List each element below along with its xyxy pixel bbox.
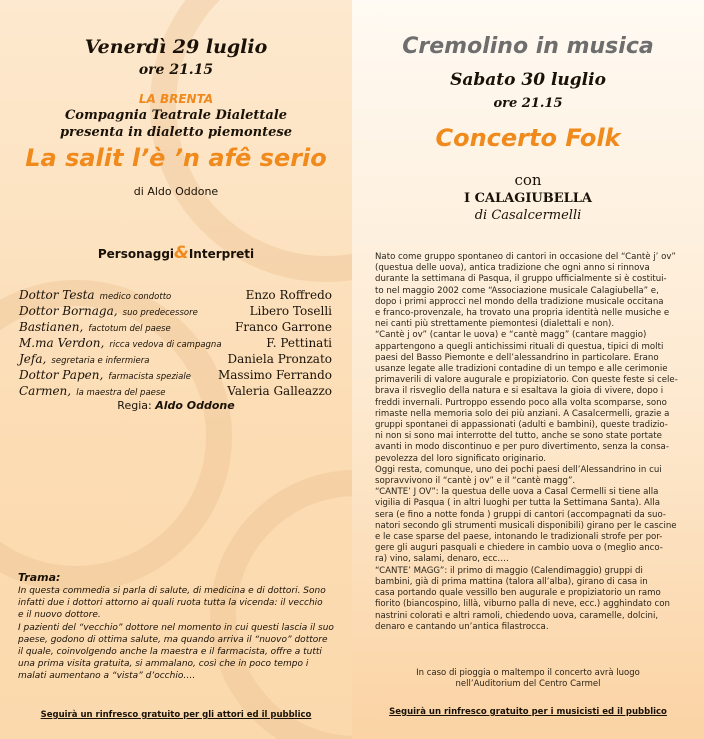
director-label: Regia: bbox=[117, 399, 152, 412]
play-title: La salit l’è ’n afê serio bbox=[25, 144, 327, 172]
director-name: Aldo Oddone bbox=[155, 399, 235, 412]
cast-role-desc: farmacista speziale bbox=[108, 372, 191, 382]
description-line: Nato come gruppo spontaneo di cantori in occasione del “Cantè j’ ov” bbox=[375, 252, 676, 262]
concert-title: Concerto Folk bbox=[435, 124, 621, 152]
description-line: ni non si sono mai interrotte del tutto, anche se sono state portate bbox=[375, 431, 662, 442]
band-origin: di Casalcermelli bbox=[474, 208, 582, 223]
event-date: Sabato 30 luglio bbox=[450, 70, 606, 90]
cast-row bbox=[19, 284, 332, 300]
concert-panel bbox=[352, 0, 704, 739]
play-author: di Aldo Oddone bbox=[133, 185, 219, 198]
description-line: casa portando quale vessillo ben augurale e propiziatorio un ramo bbox=[375, 588, 661, 599]
cast-heading-ampersand: & bbox=[174, 243, 189, 263]
plot-heading: Trama: bbox=[18, 571, 61, 584]
director-line bbox=[0, 399, 352, 412]
cast-role: Carmen, bbox=[19, 384, 72, 398]
band-name: I CALAGIUBELLA bbox=[463, 191, 593, 206]
description-line: sopravvivono il “cantè j ov” e il “cantè magg”. bbox=[375, 476, 576, 487]
description-line: fiorito (biancospino, lillà, viburno palla di neve, ecc.) agghindato con bbox=[375, 599, 670, 610]
description-line: usanze legate alle tradizioni contadine di un tempo e alle cerimonie bbox=[375, 364, 668, 375]
plot-line: malati aumentano a “vista” d’occhio…. bbox=[18, 671, 196, 682]
cast-role: Jefa, bbox=[19, 352, 47, 366]
plot-line: e il nuovo dottore. bbox=[18, 610, 101, 621]
cast-role-desc: ricca vedova di campagna bbox=[109, 340, 222, 350]
cast-actor: Valeria Galleazzo bbox=[227, 384, 332, 398]
cast-actor: Franco Garrone bbox=[235, 320, 332, 334]
description-line: gere gli auguri pasquali e chiedere in cambio uova o (meglio anco- bbox=[375, 543, 663, 554]
cast-heading-performers: Interpreti bbox=[188, 247, 255, 261]
presents-line: presenta in dialetto piemontese bbox=[59, 125, 293, 140]
description-line: “Cantè j ov” (cantar le uova) e “cantè magg” (cantare maggio) bbox=[375, 330, 647, 341]
rain-note-line: nell’Auditorium del Centro Carmel bbox=[455, 679, 601, 689]
description-line: appartengono a quegli antichissimi rituali di questua, tipici di molti bbox=[375, 341, 664, 352]
description-line: brava il risveglio della natura e si esaltava la gioia di vivere, dopo i bbox=[375, 386, 664, 397]
cast-role: Dottor Bornaga, bbox=[19, 304, 118, 318]
with-label: con bbox=[514, 171, 542, 189]
cast-role: M.ma Verdon, bbox=[19, 336, 105, 350]
description-line: freddi invernali. Purtroppo essendo poco alla volta scomparse, sono bbox=[375, 397, 667, 408]
cast-role-desc: segretaria e infermiera bbox=[51, 356, 150, 366]
description-line: bambini, già di prima mattina (talora all’alba), girano di casa in bbox=[375, 576, 648, 587]
description-line: denaro e cantando un’antica filastrocca. bbox=[375, 621, 549, 632]
description-line: “CANTE’ J OV”: la questua delle uova a Casal Cermelli si tiene alla bbox=[375, 487, 659, 498]
description-line: rimaste nella memoria solo dei più anziani. A Casalcermelli, grazie a bbox=[375, 408, 670, 419]
description-line: avanti in modo discontinuo e per puro divertimento, senza la consa- bbox=[375, 442, 669, 453]
event-time: ore 21.15 bbox=[138, 62, 214, 78]
cast-actor: Daniela Pronzato bbox=[227, 352, 332, 366]
cast-role-desc: suo predecessore bbox=[122, 308, 198, 318]
plot-line: infatti due i dottori attorno ai quali ruota tutta la vicenda: il vecchio bbox=[18, 598, 323, 609]
rain-note bbox=[352, 668, 704, 690]
description-line: e franco-provenzale, ha trovato una propria identità nelle musiche e bbox=[375, 308, 670, 319]
event-date: Venerdì 29 luglio bbox=[84, 36, 268, 58]
description-line: primaverili di valore augurale e propiziatorio. Con queste feste si cele- bbox=[375, 375, 678, 386]
cast-row bbox=[19, 364, 332, 380]
company-tag: LA BRENTA bbox=[138, 92, 214, 106]
description-line: durante la settimana di Pasqua, il gruppo ufficialmente si è costitui- bbox=[375, 274, 667, 285]
cast-actor: Massimo Ferrando bbox=[217, 368, 332, 382]
plot-line: una prima visita gratuita, si ammalano, così che in poco tempo i bbox=[18, 659, 309, 670]
cast-row bbox=[19, 300, 332, 316]
description-line: nei canti più strettamente piemontesi (dialettali e non). bbox=[375, 319, 615, 330]
plot-line: I pazienti del “vecchio” dottore nel momento in cui questi lascia il suo bbox=[18, 622, 334, 633]
description-line: Oggi resta, comunque, uno dei pochi paesi dell’Alessandrino in cui bbox=[375, 464, 662, 475]
refreshment-note: Seguirà un rinfresco gratuito per i musicisti ed il pubblico bbox=[389, 707, 667, 717]
series-title: Cremolino in musica bbox=[402, 34, 654, 59]
cast-role-desc: medico condotto bbox=[99, 292, 172, 302]
plot-text bbox=[18, 585, 338, 683]
description-line: natori secondo gli strumenti musicali disponibili) girano per le cascine bbox=[375, 520, 677, 531]
cast-role: Dottor Papen, bbox=[19, 368, 104, 382]
refreshment-note: Seguirà un rinfresco gratuito per gli attori ed il pubblico bbox=[40, 710, 312, 720]
cast-actor: Libero Toselli bbox=[249, 304, 332, 318]
company-name: Compagnia Teatrale Dialettale bbox=[64, 108, 288, 123]
cast-list bbox=[19, 284, 332, 396]
cast-role: Dottor Testa bbox=[19, 288, 95, 302]
plot-section bbox=[18, 571, 338, 683]
description-line: “CANTE’ MAGG”: il primo di maggio (Calendimaggio) gruppi di bbox=[375, 565, 643, 576]
description-line: to nel maggio 2002 come “Associazione musicale Calagiubella” e, bbox=[375, 285, 659, 296]
cast-role-desc: factotum del paese bbox=[88, 324, 171, 334]
description-line: (questua delle uova), antica tradizione che ogni anno si rinnova bbox=[375, 263, 650, 274]
description-line: ra) vino, salami, denaro, ecc…. bbox=[375, 554, 509, 565]
cast-row bbox=[19, 332, 332, 348]
cast-heading-characters: Personaggi bbox=[97, 247, 175, 261]
cast-actor: Enzo Roffredo bbox=[245, 288, 332, 302]
cast-heading bbox=[0, 243, 352, 263]
description-line: vigilia di Pasqua ( in altri luoghi per tutta la Settimana Santa). Alla bbox=[375, 498, 660, 509]
band-description bbox=[375, 252, 687, 633]
cast-role-desc: la maestra del paese bbox=[76, 388, 166, 398]
event-time: ore 21.15 bbox=[493, 96, 563, 111]
description-line: e le case sparse del paese, intonando le tradizionali strofe per por- bbox=[375, 532, 663, 543]
description-line: gruppi spontanei di appassionati (adulti e bambini), queste tradizio- bbox=[375, 420, 668, 431]
cast-role: Bastianen, bbox=[19, 320, 84, 334]
description-line: pevolezza del loro significato originario. bbox=[375, 453, 547, 464]
description-line: paesi del Basso Piemonte e dell’alessandrino in particolare. Erano bbox=[375, 352, 659, 363]
plot-line: paese, godono di ottima salute, ma quando arriva il “nuovo” dottore bbox=[18, 634, 328, 645]
description-line: dopo i primi approcci nel mondo della tradizione musicale occitana bbox=[375, 296, 664, 307]
description-line: nastrini colorati e altri ramoli, chiedendo uova, caramelle, dolcini, bbox=[375, 610, 659, 621]
plot-line: il quale, coinvolgendo anche la maestra e il farmacista, offre a tutti bbox=[18, 647, 322, 658]
plot-line: In questa commedia si parla di salute, di medicina e di dottori. Sono bbox=[18, 586, 326, 596]
cast-actor: F. Pettinati bbox=[266, 336, 332, 350]
description-line: sera (e fino a notte fonda ) gruppi di cantori (accompagnati da suo- bbox=[375, 509, 666, 520]
rain-note-line: In caso di pioggia o maltempo il concerto avrà luogo bbox=[416, 668, 640, 678]
